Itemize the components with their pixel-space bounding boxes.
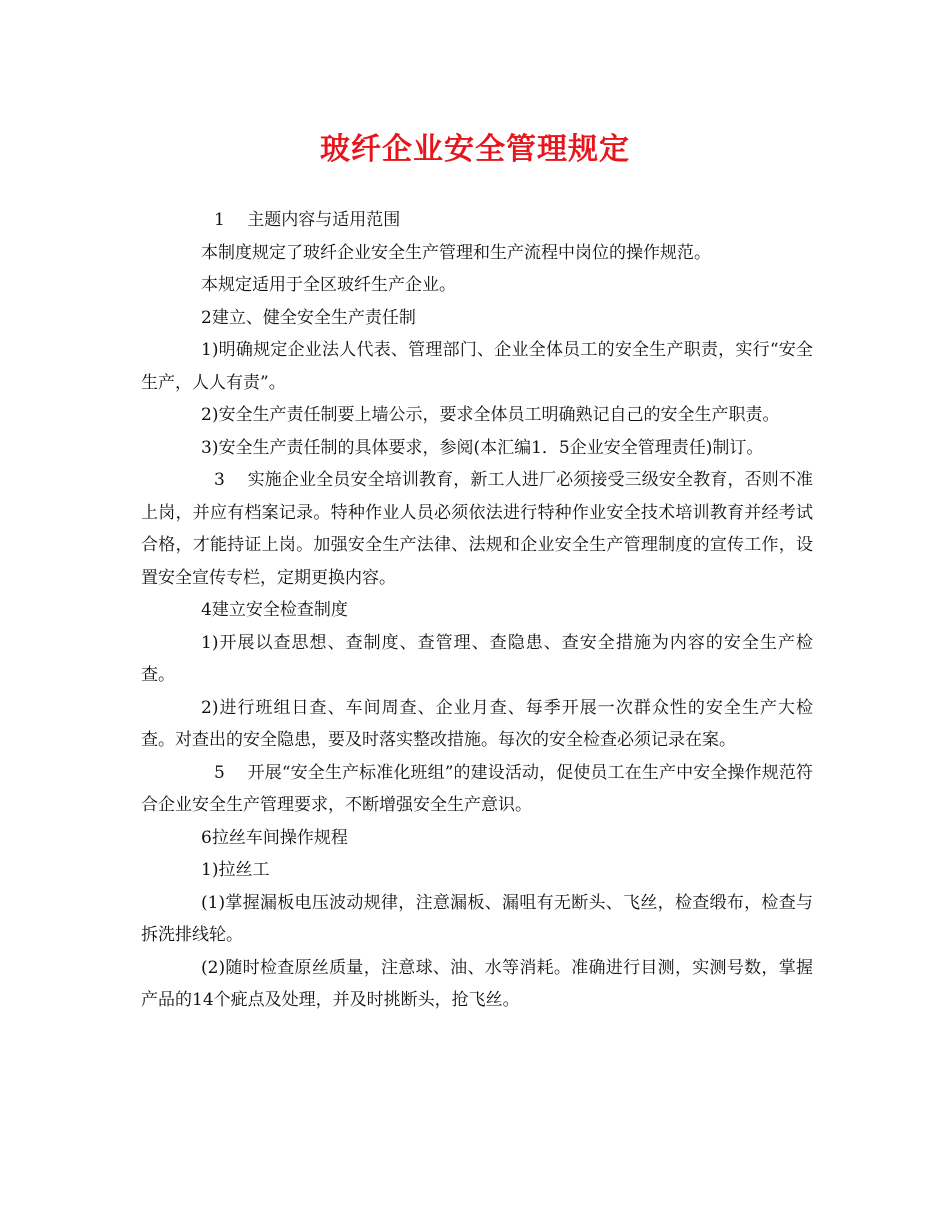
paragraph: 3)安全生产责任制的具体要求，参阅(本汇编1．5企业安全管理责任)制订。 <box>201 437 764 458</box>
section-heading-6: 6拉丝车间操作规程 <box>201 827 348 848</box>
section-heading-4: 4建立安全检查制度 <box>201 600 348 620</box>
paragraph: 2)安全生产责任制要上墙公示，要求全体员工明确熟记自己的安全生产职责。 <box>201 405 780 425</box>
paragraph: (2)随时检查原丝质量，注意球、油、水等消耗。准确进行目测，实测号数，掌握产品的14个疵点及处理，并及时挑断头，抢飞丝。 <box>141 957 813 1010</box>
section-heading-1: 1 主题内容与适用范围 <box>214 210 401 230</box>
section-heading-2: 2建立、健全安全生产责任制 <box>201 307 416 328</box>
paragraph: 1)明确规定企业法人代表、管理部门、企业全体员工的安全生产职责，实行“安全生产，人人有责”。 <box>141 340 813 393</box>
paragraph: 1)开展以查思想、查制度、查管理、查隐患、查安全措施为内容的安全生产检查。 <box>141 632 813 685</box>
subsection-heading: 1)拉丝工 <box>201 860 270 880</box>
document-title: 玻纤企业安全管理规定 <box>320 132 630 167</box>
paragraph: 2)进行班组日查、车间周查、企业月查、每季开展一次群众性的安全生产大检查。对查出的安全隐患，要及时落实整改措施。每次的安全检查必须记录在案。 <box>141 697 813 750</box>
document-body <box>141 204 813 1017</box>
paragraph: 本制度规定了玻纤企业安全生产管理和生产流程中岗位的操作规范。 <box>201 242 711 263</box>
paragraph: 本规定适用于全区玻纤生产企业。 <box>201 275 456 295</box>
section-3-paragraph: 3 实施企业全员安全培训教育，新工人进厂必须接受三级安全教育，否则不准上岗，并应有档案记录。特种作业人员必须依法进行特种作业安全技术培训教育并经考试合格，才能持证上岗。加强安全生产法律、法规和企业安全生产管理制度的宣传工作，设置安全宣传专栏，定期更换内容。 <box>141 470 813 588</box>
paragraph: (1)掌握漏板电压波动规律，注意漏板、漏咀有无断头、飞丝，检查缎布，检查与拆洗排线轮。 <box>141 892 813 945</box>
section-5-paragraph: 5 开展“安全生产标准化班组”的建设活动，促使员工在生产中安全操作规范符合企业安全生产管理要求，不断增强安全生产意识。 <box>141 762 813 815</box>
